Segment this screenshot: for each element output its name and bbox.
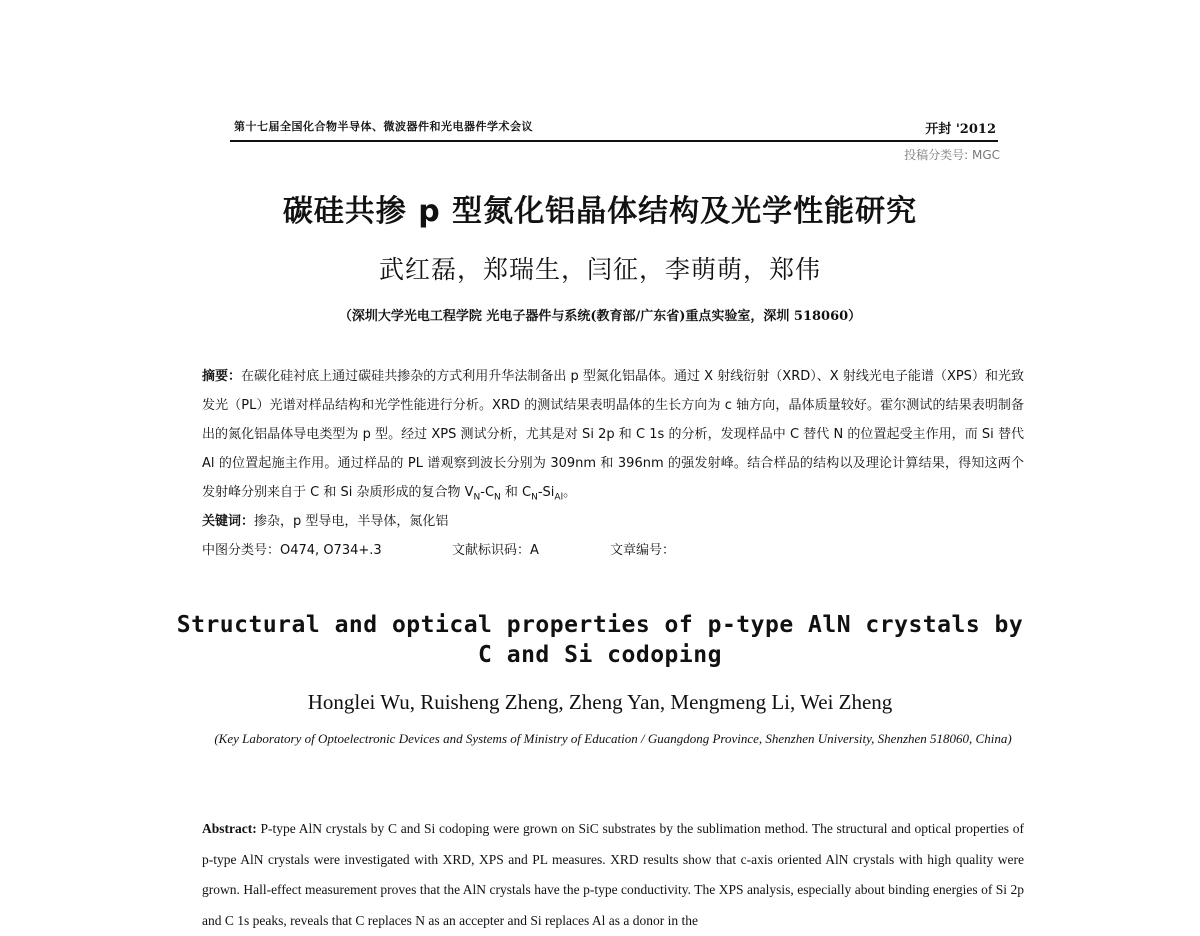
conference-name: 第十七届全国化合物半导体、微波器件和光电器件学术会议	[234, 120, 533, 133]
chinese-keywords	[202, 507, 1024, 536]
abstract-label: 摘要：	[202, 369, 242, 384]
english-title-line-1: Structural and optical properties of p-type AlN crystals by	[176, 612, 1024, 638]
english-title	[0, 610, 1200, 670]
abstract-text: 在碳化硅衬底上通过碳硅共掺杂的方式利用升华法制备出 p 型氮化铝晶体。通过 X 射线衍射（XRD）、X 射线光电子能谱（XPS）和光致发光（PL）光谱对样品结构和光学性能进行分析。XRD 的测试结果表明晶体的生长方向为 c 轴方向，晶体质量较好。霍尔测试的结果表明制备出的氮化铝晶体导电类型为 p 型。经过 XPS 测试分析，尤其是对 Si 2p 和 C 1s 的分析，发现样品中 C 替代 N 的位置起受主作用，而 Si 替代 Al 的位置起施主作用。通过样品的 PL 谱观察到波长分别为 309nm 和 396nm 的强发射峰。结合样品的结构以及理论计算结果，得知这两个发射峰分别来自于 C 和 Si 杂质形成的复合物	[202, 369, 1024, 500]
chinese-affiliation: （深圳大学光电工程学院 光电子器件与系统(教育部/广东省)重点实验室，深圳 518060）	[338, 309, 862, 324]
complex-2: $C_N-Si_{Al}$	[522, 485, 564, 503]
chinese-title: 碳硅共掺 p 型氮化铝晶体结构及光学性能研究	[282, 194, 918, 229]
classification-row	[202, 536, 1024, 565]
article-number: 文章编号：	[610, 543, 676, 558]
english-title-line-2: C and Si codoping	[478, 642, 722, 668]
english-authors: Honglei Wu, Ruisheng Zheng, Zheng Yan, Mengmeng Li, Wei Zheng	[307, 690, 893, 714]
chinese-authors: 武红磊，郑瑞生，闫征，李萌萌，郑伟	[378, 255, 821, 284]
submission-class-number: 投稿分类号: MGC	[904, 148, 1000, 162]
keywords-text: 掺杂，p 型导电，半导体，氮化铝	[254, 514, 449, 529]
complex-1: $V_N-C_N$	[464, 485, 501, 503]
english-abstract-text: P-type AlN crystals by C and Si codoping were grown on SiC substrates by the sublimation method. The structural and optical properties of p-type AlN crystals were investigated with XRD, XPS and PL measures. XRD results show that c-axis oriented AlN crystals with high quality were grown. Hall-effect measurement proves that the AlN crystals have the p-type conductivity. The XPS analysis, especially about binding energies of Si 2p and C 1s peaks, reveals that C replaces N as an accepter and Si replaces Al as a donor in the	[202, 821, 1024, 928]
english-affiliation: (Key Laboratory of Optoelectronic Devices and Systems of Ministry of Education / Guangdong Province, Shenzhen University, Shenzhen 518060, China)	[214, 731, 1012, 746]
clc-number: 中图分类号：O474, O734+.3	[202, 543, 382, 558]
keywords-label: 关键词：	[202, 514, 255, 529]
chinese-abstract-section	[202, 362, 1024, 565]
english-abstract	[202, 814, 1024, 936]
english-abstract-label: Abstract:	[202, 821, 257, 836]
document-code: 文献标识码：A	[452, 543, 539, 558]
running-header	[230, 118, 998, 142]
chinese-abstract: 摘要：在碳化硅衬底上通过碳硅共掺杂的方式利用升华法制备出 p 型氮化铝晶体。通过 X 射线衍射（XRD）、X 射线光电子能谱（XPS）和光致发光（PL）光谱对样品结构和光学性能进行分析。XRD 的测试结果表明晶体的生长方向为 c 轴方向，晶体质量较好。霍尔测试的结果表明制备出的氮化铝晶体导电类型为 p 型。经过 XPS 测试分析，尤其是对 Si 2p 和 C 1s 的分析，发现样品中 C 替代 N 的位置起受主作用，而 Si 替代 Al 的位置起施主作用。通过样品的 PL 谱观察到波长分别为 309nm 和 396nm 的强发射峰。结合样品的结构以及理论计算结果，得知这两个发射峰分别来自于 C 和 Si 杂质形成的复合物 $V_N-C_N$ 和 $C_N-Si_{Al}$。	[202, 369, 1024, 503]
location-year: 开封 '2012	[925, 122, 996, 137]
